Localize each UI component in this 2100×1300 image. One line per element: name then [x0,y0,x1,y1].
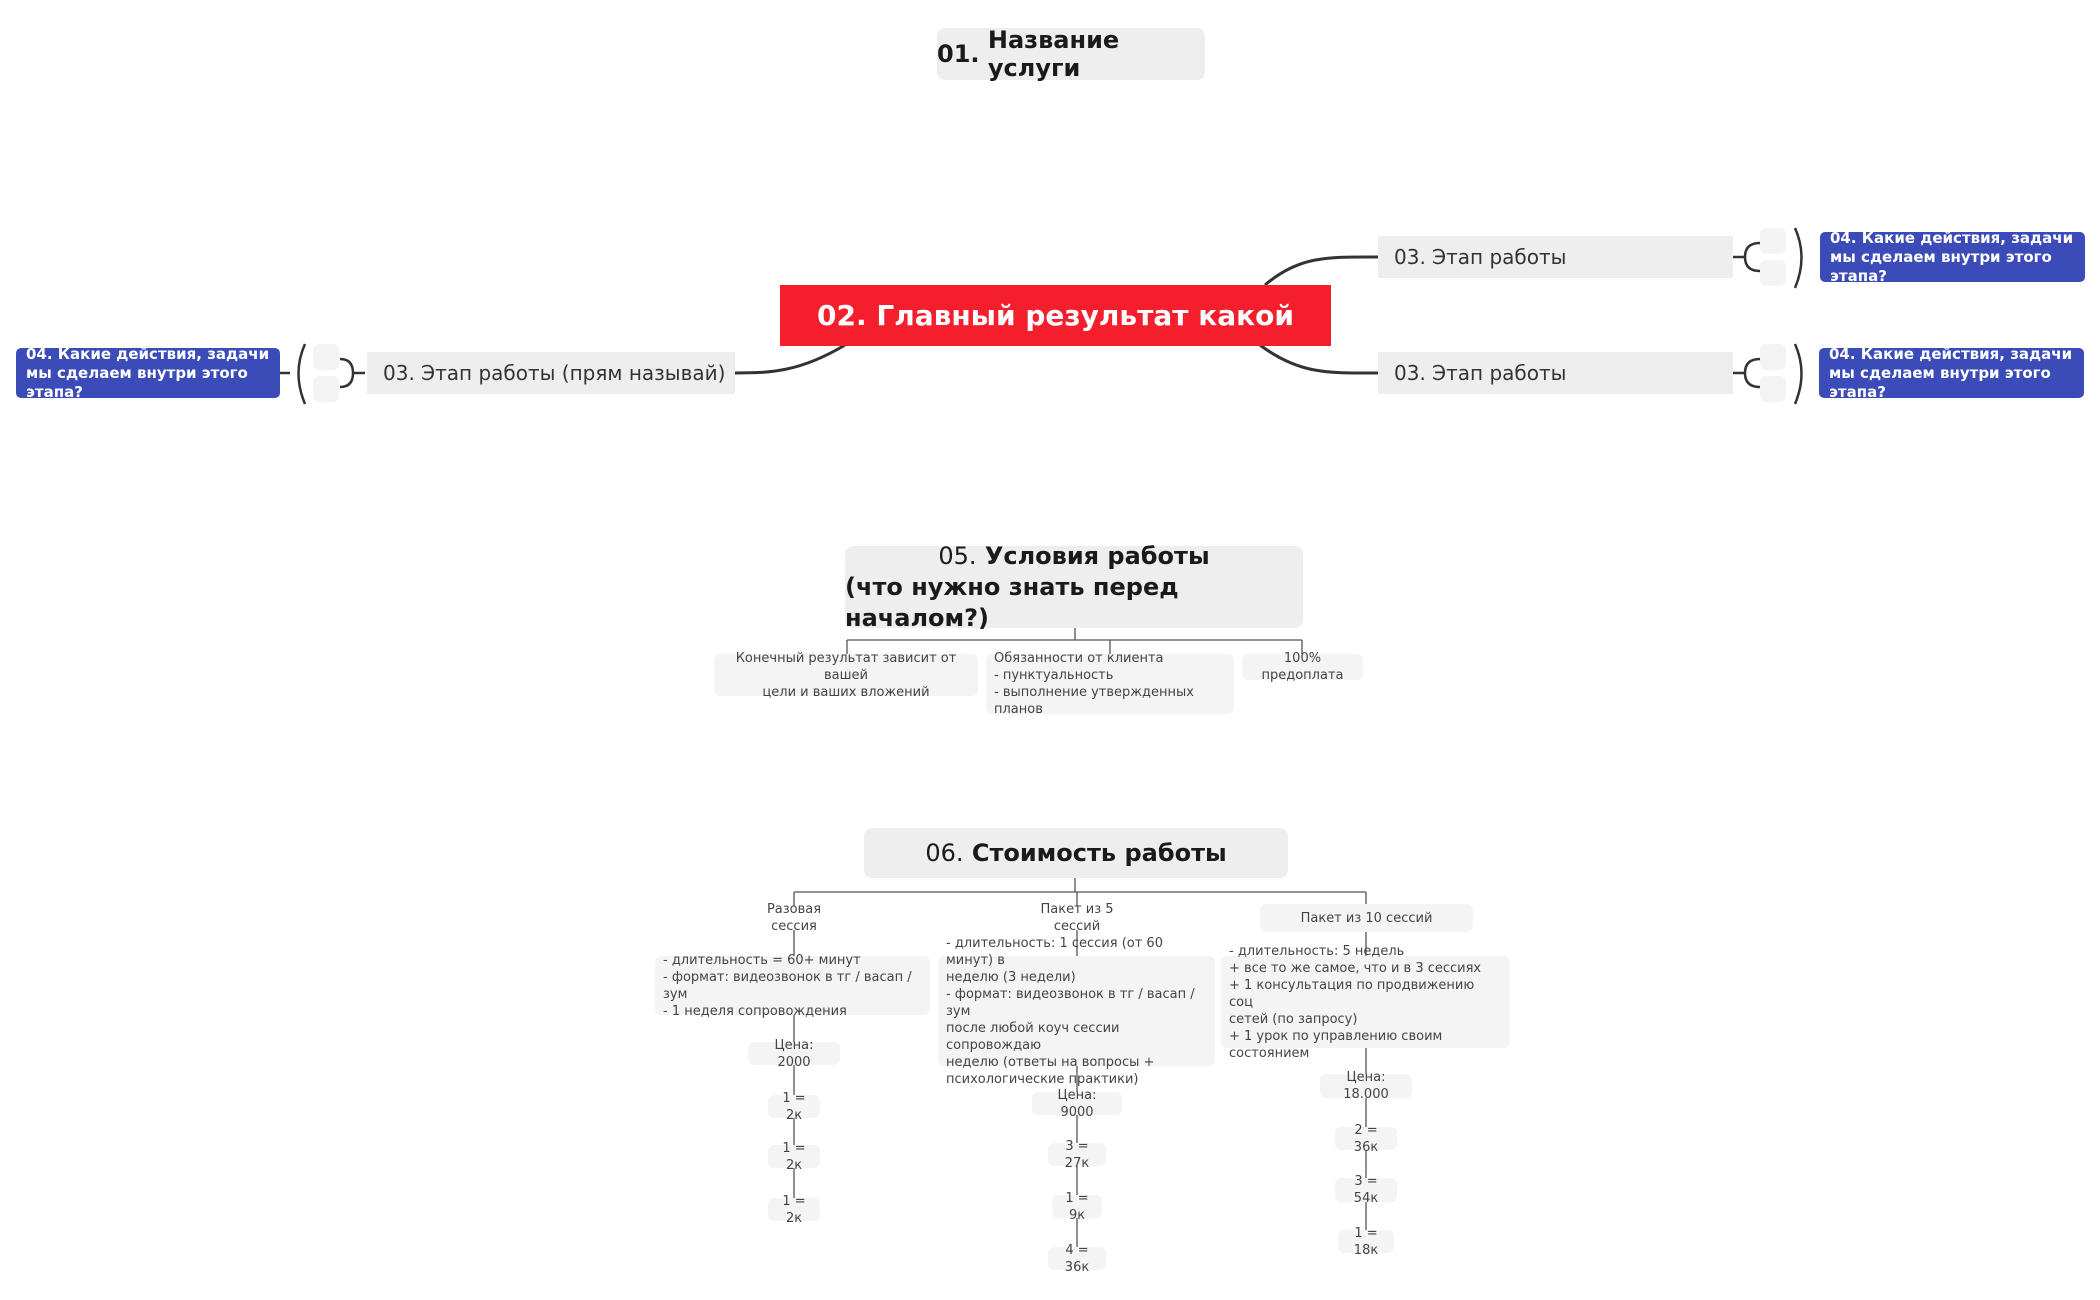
empty-subnode[interactable] [1760,260,1786,286]
actions-left-label: 04. Какие действия, задачи мы сделаем внутри этого этапа? [26,344,270,401]
price-step-text: 3 = 27к [1064,1138,1090,1171]
bracket-right-top [1733,243,1760,271]
stage-right-top-label: 03. Этап работы [1394,245,1567,269]
cost-title: Стоимость работы [971,839,1227,867]
price-step[interactable] [768,1140,820,1173]
conditions-number: 05. [938,541,977,570]
price-step[interactable] [1052,1190,1102,1223]
price-step-text: 1 = 9к [1065,1190,1089,1223]
empty-subnode[interactable] [313,376,339,402]
package-details[interactable] [938,935,1215,1087]
bracket-left [340,359,365,387]
price-step[interactable] [768,1090,820,1123]
package-details[interactable] [1221,943,1510,1061]
price-step[interactable] [1335,1174,1397,1206]
conditions-title: Условия работы [984,541,1210,570]
price-step[interactable] [1048,1138,1106,1171]
price-step-text: 1 = 2к [782,1090,806,1123]
conditions-title-line1 [938,541,1209,572]
stage-right-bottom[interactable] [1378,352,1733,394]
package-name[interactable] [1260,904,1473,932]
actions-right-bottom-label: 04. Какие действия, задачи мы сделаем внутри этого этапа? [1829,344,2073,401]
empty-subnode[interactable] [1760,344,1786,370]
condition-item[interactable] [1242,651,1363,683]
actions-right-top-label: 04. Какие действия, задачи мы сделаем внутри этого этапа? [1830,228,2074,285]
service-name-number: 01. [937,40,980,68]
bracket-right-bottom [1733,359,1760,387]
connector-main-left [735,345,845,373]
actions-right-top[interactable] [1820,228,2085,285]
price-step-text: 1 = 2к [782,1140,806,1173]
package-name[interactable] [738,902,850,934]
connector-main-right-top [1265,257,1378,285]
price-step-text: 3 = 54к [1353,1174,1379,1206]
empty-subnode[interactable] [1760,228,1786,254]
price-step[interactable] [768,1193,820,1226]
price-step-text: 4 = 36к [1064,1242,1090,1275]
package-price[interactable] [1032,1087,1122,1120]
stage-left[interactable] [367,352,735,394]
package-details-text: - длительность = 60+ минут - формат: видеозвонок в тг / васап / зум - 1 неделя сопровождения [663,952,912,1019]
price-step[interactable] [1338,1225,1394,1258]
condition-item-text: Обязанности от клиента - пунктуальность - выполнение утвержденных планов [994,651,1194,717]
package-name-text: Разовая сессия [766,902,822,934]
price-step-text: 1 = 2к [782,1193,806,1226]
actions-left[interactable] [16,344,280,401]
package-price[interactable] [748,1037,840,1070]
package-details-text: - длительность: 5 недель + все то же самое, что и в 3 сессиях + 1 консультация по продвижению соц сетей (по запросу) + 1 урок по управлению своим состоянием [1229,943,1482,1061]
package-price-text: Цена: 9000 [1057,1087,1097,1120]
service-name-node[interactable] [937,28,1205,80]
stage-right-top[interactable] [1378,236,1733,278]
connector-main-right-bottom [1260,345,1378,373]
condition-item-text: Конечный результат зависит от вашей цели и ваших вложений [735,650,957,700]
package-price-text: Цена: 18.000 [1343,1070,1389,1102]
condition-item[interactable] [986,651,1234,717]
package-details[interactable] [655,952,930,1019]
main-result-label: 02. Главный результат какой [817,299,1294,332]
service-name-label: Название услуги [987,26,1120,82]
brace-right-bottom [1795,344,1802,404]
conditions-title-line2: (что нужно знать перед началом?) [845,572,1179,632]
brace-left [299,344,306,404]
main-result-node[interactable] [780,285,1331,346]
condition-item[interactable] [714,650,978,700]
price-step-text: 1 = 18к [1353,1225,1379,1258]
conditions-node[interactable] [845,541,1303,632]
condition-item-text: 100% предоплата [1261,651,1344,683]
package-price[interactable] [1320,1070,1412,1102]
cost-node[interactable] [864,828,1288,878]
empty-subnode[interactable] [313,344,339,370]
price-step-text: 2 = 36к [1353,1122,1379,1155]
empty-subnode[interactable] [1760,376,1786,402]
stage-right-bottom-label: 03. Этап работы [1394,361,1567,385]
cost-number: 06. [925,839,964,867]
package-price-text: Цена: 2000 [774,1037,814,1070]
brace-right-top [1795,228,1802,288]
package-name-text: Пакет из 5 сессий [1040,902,1114,934]
package-name-text: Пакет из 10 сессий [1300,910,1433,926]
price-step[interactable] [1335,1122,1397,1155]
stage-left-label: 03. Этап работы (прям называй) [383,361,726,385]
actions-right-bottom[interactable] [1819,344,2084,401]
package-details-text: - длительность: 1 сессия (от 60 минут) в неделю (3 недели) - формат: видеозвонок в тг / васап / зум после любой коуч сессии сопровождаю неделю (ответы на вопросы + психологические практики) [946,935,1195,1087]
price-step[interactable] [1048,1242,1106,1275]
package-name[interactable] [1010,902,1144,934]
